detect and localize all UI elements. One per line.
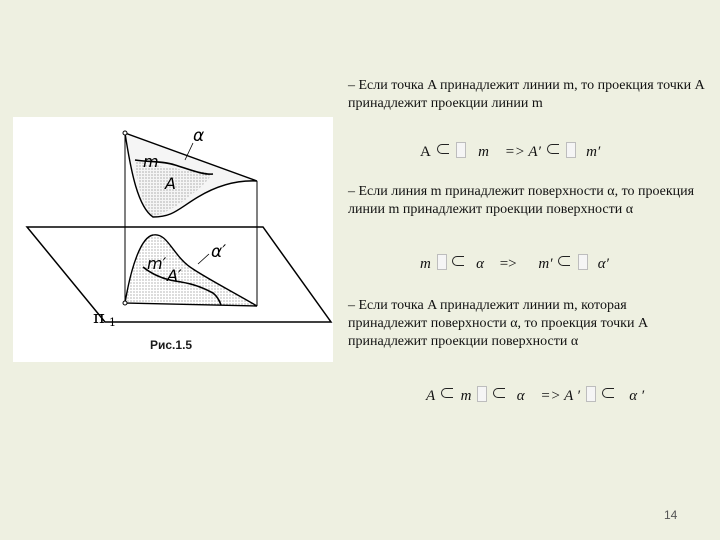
statement-1: – Если точка A принадлежит линии m, то проекция точки A принадлежит проекции линии m: [348, 78, 704, 111]
subset-icon: [452, 256, 464, 266]
formula-token: m: [460, 388, 472, 404]
label-pi1-subscript: 1: [109, 316, 116, 329]
point-vertex-prime: [123, 301, 127, 305]
label-alpha: α: [193, 126, 205, 146]
figure-panel: [13, 117, 333, 362]
figure-caption: Рис.1.5: [150, 338, 193, 352]
placeholder-box: [477, 386, 487, 402]
subset-icon: [493, 388, 505, 398]
alpha-prime-leader: [198, 254, 209, 264]
placeholder-box: [578, 254, 588, 270]
label-alpha-prime: α′: [211, 242, 227, 262]
formula-token: => A′: [504, 144, 541, 160]
statement-2: – Если линия m принадлежит поверхности α, то проекция линии m принадлежит проекции поверхности α: [348, 184, 695, 217]
formula-token: => A ′: [540, 388, 581, 404]
label-pi1: π: [93, 307, 105, 328]
formula-token: α′: [597, 256, 609, 272]
label-m-prime: m′: [147, 254, 167, 273]
formula-2: [420, 254, 609, 273]
label-A: A: [165, 174, 176, 193]
formula-token: A: [426, 388, 436, 404]
placeholder-box: [566, 142, 576, 158]
subset-icon: [602, 388, 614, 398]
formula-token: A: [420, 144, 431, 160]
formula-token: m′: [586, 144, 601, 160]
subset-icon: [441, 388, 453, 398]
label-m: m: [143, 152, 159, 171]
subset-icon: [547, 144, 559, 154]
formula-token: α: [516, 388, 525, 404]
statement-3: – Если точка A принадлежит линии m, которая принадлежит поверхности α, то проекция точки A принадлежит проекции поверхности α: [348, 298, 648, 349]
formula-token: m: [478, 144, 489, 160]
subset-icon: [558, 256, 570, 266]
label-A-prime: A′: [167, 266, 182, 285]
page-number: 14: [664, 508, 678, 522]
formula-token: α: [476, 256, 484, 272]
formula-1: [420, 142, 600, 161]
placeholder-box: [586, 386, 596, 402]
formula-3: [426, 386, 644, 405]
point-vertex: [123, 131, 127, 135]
placeholder-box: [437, 254, 447, 270]
surface-alpha-prime: [125, 235, 257, 306]
projection-diagram: [13, 117, 333, 362]
placeholder-box: [456, 142, 466, 158]
subset-icon: [437, 144, 449, 154]
formula-token: α ′: [629, 388, 645, 404]
formula-token: m: [420, 256, 431, 272]
formula-token: =>: [499, 256, 517, 272]
formula-token: m′: [538, 256, 553, 272]
